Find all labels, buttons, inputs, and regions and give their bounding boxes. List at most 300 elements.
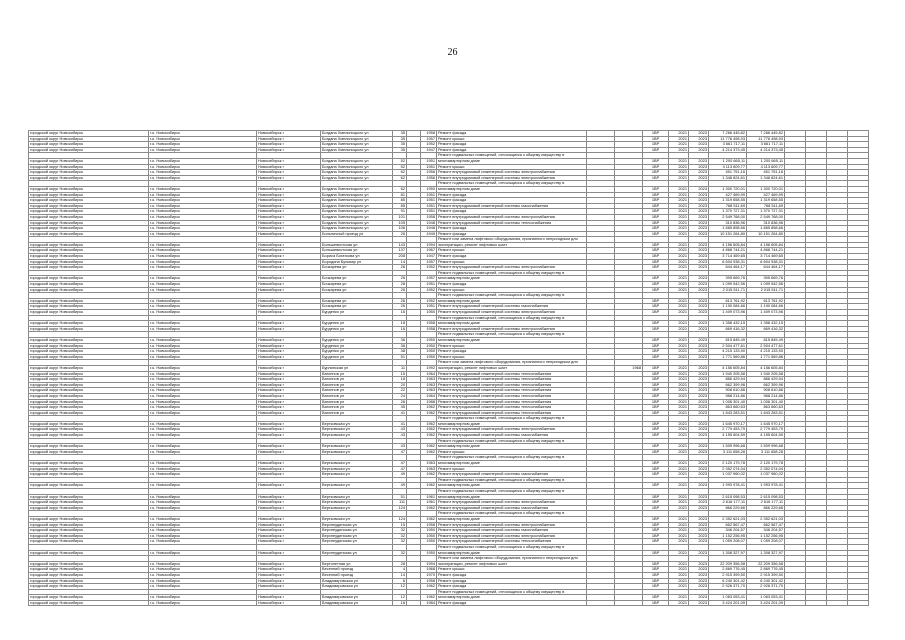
table-cell: г.о. Новосибирск	[149, 326, 257, 332]
table-cell: 1ВР	[643, 304, 669, 310]
table-cell: 2023	[689, 483, 709, 489]
table-cell: 22 209 356,58	[709, 561, 747, 567]
table-cell: 1ВР	[643, 310, 669, 316]
table-cell: 1ВР	[643, 349, 669, 355]
table-cell: 2023	[689, 226, 709, 232]
table-cell: 863 660,63	[709, 405, 747, 411]
table-cell: 26	[393, 304, 407, 310]
table-cell: г.о. Новосибирск	[149, 410, 257, 416]
table-cell: г.о. Новосибирск	[149, 483, 257, 489]
table-cell: Новосибирск г	[257, 265, 321, 271]
table-cell: Бородина Бульвар ул	[321, 259, 393, 265]
table-cell: 1ВР	[643, 142, 669, 148]
table-cell: г.о. Новосибирск	[149, 500, 257, 506]
table-row	[29, 444, 869, 450]
table-cell: Владимировская ул	[321, 578, 393, 584]
table-cell: 2023	[689, 164, 709, 170]
table-cell: 1ВР	[643, 539, 669, 545]
table-cell: Ремонт внутридомовой инженерной системы теплоснабжения	[437, 220, 587, 226]
table-cell: городской округ Новосибирск	[29, 242, 149, 248]
table-cell: 1ВР	[643, 466, 669, 472]
table-row	[29, 220, 869, 226]
table-cell: Новосибирск г	[257, 226, 321, 232]
table-cell: Вертковская ул	[321, 461, 393, 467]
table-cell: 2023	[689, 198, 709, 204]
table-cell: городской округ Новосибирск	[29, 483, 149, 489]
table-cell: многоквартирном доме	[437, 298, 587, 304]
table-cell: Ремонт внутридомовой инженерной системы газоснабжения	[437, 472, 587, 478]
table-cell: 101	[393, 214, 407, 220]
table-cell: городской округ Новосибирск	[29, 282, 149, 288]
table-cell: 2023	[689, 175, 709, 181]
table-cell: Вагоннов ул	[321, 388, 393, 394]
table-cell: г.о. Новосибирск	[149, 209, 257, 215]
table-cell: Новосибирск г	[257, 449, 321, 455]
table-cell: 662 399,96	[709, 382, 747, 388]
table-cell: 1950	[421, 550, 437, 556]
table-cell: 1952	[421, 265, 437, 271]
table-cell: 2021	[669, 304, 689, 310]
table-cell: Бурденко ул	[321, 310, 393, 316]
table-row	[29, 427, 869, 433]
table-cell: 1948	[421, 220, 437, 226]
table-cell: многоквартирном доме	[437, 461, 587, 467]
table-cell: Новосибирск г	[257, 388, 321, 394]
table-cell: Богдана Хмельницкого ул	[321, 158, 393, 164]
table-cell: Новосибирск г	[257, 472, 321, 478]
table-cell: Новосибирск г	[257, 337, 321, 343]
table-cell: 124	[393, 516, 407, 522]
table-cell: 2023	[689, 242, 709, 248]
table-cell: 2 120 179,78	[747, 461, 785, 467]
table-cell: 1962	[421, 505, 437, 511]
table-row	[29, 522, 869, 528]
table-cell: г.о. Новосибирск	[149, 158, 257, 164]
table-cell: 62	[393, 186, 407, 192]
table-cell: Новосибирск г	[257, 371, 321, 377]
table-cell: 1 409 073,96	[709, 310, 747, 316]
table-cell: Ремонт фасада	[437, 254, 587, 260]
table-cell: г.о. Новосибирск	[149, 377, 257, 383]
table-cell: Богдана Хмельницкого ул	[321, 131, 393, 137]
table-cell: многоквартирном доме	[437, 186, 587, 192]
table-cell: 1984	[421, 600, 437, 606]
table-cell: 1ВР	[643, 410, 669, 416]
table-row	[29, 533, 869, 539]
table-cell: Ремонт или замена лифтового оборудования, признанного непригодным для	[437, 556, 587, 562]
table-cell: г.о. Новосибирск	[149, 349, 257, 355]
table-cell: 1951	[421, 282, 437, 288]
table-cell: 1ВР	[643, 365, 669, 371]
table-cell: Новосибирск г	[257, 310, 321, 316]
table-cell: 1 099 542,56	[747, 282, 785, 288]
table-cell: 2021	[669, 354, 689, 360]
table-cell: многоквартирном доме	[437, 494, 587, 500]
table-cell: Новосибирск г	[257, 399, 321, 405]
table-cell: 6	[393, 578, 407, 584]
table-cell: городской округ Новосибирск	[29, 203, 149, 209]
table-cell: Бурлинская ул	[321, 365, 393, 371]
table-cell: г.о. Новосибирск	[149, 337, 257, 343]
table-cell: 4 215 133,90	[709, 349, 747, 355]
table-cell: 2023	[689, 382, 709, 388]
table-cell: 1 152 256,95	[747, 533, 785, 539]
table-cell: Ремонт внутридомовой инженерной системы электроснабжения	[437, 175, 587, 181]
table-cell: г.о. Новосибирск	[149, 550, 257, 556]
table-cell: городской округ Новосибирск	[29, 142, 149, 148]
table-cell: г.о. Новосибирск	[149, 371, 257, 377]
table-cell: 2021	[669, 539, 689, 545]
table-cell: 866 229,66	[709, 505, 747, 511]
table-cell: Ремонт фасада	[437, 572, 587, 578]
table-row	[29, 595, 869, 601]
table-cell: городской округ Новосибирск	[29, 354, 149, 360]
table-cell: 2021	[669, 371, 689, 377]
table-cell: 1 037 960,02	[747, 472, 785, 478]
table-cell: 310 836,96	[747, 220, 785, 226]
table-cell: 41	[393, 410, 407, 416]
table-cell: 32	[393, 533, 407, 539]
table-cell: 111	[393, 500, 407, 506]
table-cell: 2021	[669, 410, 689, 416]
table-cell: 1ВР	[643, 600, 669, 606]
table-cell: 2021	[669, 131, 689, 137]
table-cell: Ремонт подвальных помещений, относящихся к общему имуществу в	[437, 438, 587, 444]
table-cell: 1 409 073,96	[747, 310, 785, 316]
table-cell: городской округ Новосибирск	[29, 449, 149, 455]
table-cell: 427 469,99	[709, 192, 747, 198]
table-cell: 2023	[689, 405, 709, 411]
table-cell: 2023	[689, 528, 709, 534]
table-cell: 49	[393, 472, 407, 478]
table-cell: 1ВР	[643, 175, 669, 181]
table-cell: г.о. Новосибирск	[149, 405, 257, 411]
table-cell: городской округ Новосибирск	[29, 287, 149, 293]
table-cell: 1962	[421, 444, 437, 450]
table-cell: городской округ Новосибирск	[29, 131, 149, 137]
table-cell: Вертковская ул	[321, 483, 393, 489]
table-cell: городской округ Новосибирск	[29, 377, 149, 383]
table-cell: 1ВР	[643, 203, 669, 209]
table-row	[29, 483, 869, 489]
table-cell: Вагоннов ул	[321, 382, 393, 388]
table-cell: 1950	[421, 539, 437, 545]
table-cell: 2021	[669, 310, 689, 316]
table-cell: 3 424 201,09	[709, 600, 747, 606]
table-cell: городской округ Новосибирск	[29, 214, 149, 220]
table-cell: 2023	[689, 388, 709, 394]
table-cell: г.о. Новосибирск	[149, 136, 257, 142]
table-cell: 1ВР	[643, 421, 669, 427]
table-cell: г.о. Новосибирск	[149, 393, 257, 399]
table-cell: 1 358 432,15	[709, 321, 747, 327]
table-cell: 2021	[669, 321, 689, 327]
table-cell: 2 616 177,11	[709, 500, 747, 506]
table-cell: 2023	[689, 500, 709, 506]
table-cell: Новосибирск г	[257, 500, 321, 506]
table-cell: 662 567,47	[747, 522, 785, 528]
table-cell: 1962	[421, 427, 437, 433]
table-cell: 2021	[669, 198, 689, 204]
table-cell: городской округ Новосибирск	[29, 516, 149, 522]
table-cell: многоквартирном доме	[437, 321, 587, 327]
table-cell: Ремонт крыши	[437, 466, 587, 472]
table-cell: городской округ Новосибирск	[29, 550, 149, 556]
table-cell: 2 869 776,45	[747, 567, 785, 573]
table-cell: 1ВР	[643, 164, 669, 170]
table-row	[29, 472, 869, 478]
table-cell: Вертковская ул	[321, 444, 393, 450]
table-cell: 2023	[689, 298, 709, 304]
table-cell: 2021	[669, 265, 689, 271]
table-cell: 28	[393, 282, 407, 288]
table-cell: 2023	[689, 522, 709, 528]
table-row	[29, 449, 869, 455]
table-row	[29, 494, 869, 500]
table-cell: Ремонт внутридомовой инженерной системы теплоснабжения	[437, 405, 587, 411]
table-cell: городской округ Новосибирск	[29, 170, 149, 176]
table-cell: Вертковская ул	[321, 449, 393, 455]
table-cell: 2021	[669, 433, 689, 439]
table-cell: 2023	[689, 533, 709, 539]
table-cell: Новосибирск г	[257, 584, 321, 590]
table-cell: 2021	[669, 399, 689, 405]
table-cell: 1 843 283,51	[709, 410, 747, 416]
table-cell: городской округ Новосибирск	[29, 433, 149, 439]
table-cell: 38	[393, 349, 407, 355]
table-cell: Новосибирск г	[257, 572, 321, 578]
table-cell: 2 615 098,53	[709, 494, 747, 500]
table-cell: 1ВР	[643, 147, 669, 153]
table-cell: Владимировская ул	[321, 600, 393, 606]
table-cell: 4 868 744,21	[747, 248, 785, 254]
table-cell: 1ВР	[643, 321, 669, 327]
table-cell: 427 469,99	[747, 192, 785, 198]
table-cell: 863 660,63	[747, 405, 785, 411]
table-cell: 2023	[689, 572, 709, 578]
table-cell: Новосибирск г	[257, 192, 321, 198]
table-cell: 1 843 283,51	[747, 410, 785, 416]
table-cell: эксплуатации, ремонт лифтовых шахт	[437, 365, 587, 371]
table-cell: 2021	[669, 533, 689, 539]
table-cell: Новосибирск г	[257, 209, 321, 215]
table-cell: 2021	[669, 528, 689, 534]
table-cell: г.о. Новосибирск	[149, 142, 257, 148]
table-cell: Ремонт крыши	[437, 567, 587, 573]
table-cell: 2021	[669, 242, 689, 248]
table-cell: 1962	[421, 483, 437, 489]
table-cell: 1 200 665,11	[747, 158, 785, 164]
table-row	[29, 371, 869, 377]
table-cell: 6 604 938,31	[709, 259, 747, 265]
table-cell: г.о. Новосибирск	[149, 220, 257, 226]
table-cell: 43	[393, 444, 407, 450]
table-row	[29, 584, 869, 590]
table-cell: г.о. Новосибирск	[149, 561, 257, 567]
table-cell: 1961	[421, 494, 437, 500]
table-cell: 3 714 469,65	[709, 254, 747, 260]
table-cell: городской округ Новосибирск	[29, 444, 149, 450]
table-cell: 1952	[421, 287, 437, 293]
table-cell: городской округ Новосибирск	[29, 466, 149, 472]
table-cell: Ремонт фасада	[437, 198, 587, 204]
table-cell: Новосибирск г	[257, 365, 321, 371]
table-cell: Вертковская ул	[321, 494, 393, 500]
table-cell: Ремонт фасада	[437, 131, 587, 137]
table-cell: 26	[393, 298, 407, 304]
table-cell: 2023	[689, 203, 709, 209]
table-cell: городской округ Новосибирск	[29, 310, 149, 316]
table-cell: 2023	[689, 393, 709, 399]
table-cell: 2 352 621,03	[747, 516, 785, 522]
table-cell: 2 869 776,45	[709, 567, 747, 573]
table-cell: 2021	[669, 466, 689, 472]
table-cell: 1 300 720,01	[747, 186, 785, 192]
table-cell: 2023	[689, 158, 709, 164]
table-cell: 1ВР	[643, 578, 669, 584]
table-cell: 2023	[689, 337, 709, 343]
table-cell: 395 669,76	[709, 276, 747, 282]
table-cell: 1968	[421, 567, 437, 573]
table-cell: 1ВР	[643, 287, 669, 293]
table-cell: 1951	[421, 192, 437, 198]
table-cell: Бурденко ул	[321, 326, 393, 332]
table-row	[29, 505, 869, 511]
table-cell: 11 776 498,93	[747, 136, 785, 142]
table-cell: 2023	[689, 254, 709, 260]
table-cell: 1 059 208,07	[747, 539, 785, 545]
table-cell: Бочкарева ул	[321, 304, 393, 310]
table-cell: 1957	[421, 259, 437, 265]
table-cell: Ремонт внутридомовой инженерной системы теплоснабжения	[437, 371, 587, 377]
table-cell: г.о. Новосибирск	[149, 449, 257, 455]
table-cell: Вертковская ул	[321, 472, 393, 478]
table-cell: 2 120 179,78	[709, 461, 747, 467]
table-cell: 1952	[421, 142, 437, 148]
table-cell: г.о. Новосибирск	[149, 276, 257, 282]
table-cell	[848, 600, 869, 606]
table-cell: городской округ Новосибирск	[29, 427, 149, 433]
table-row	[29, 600, 869, 606]
table-cell: 866 229,66	[747, 505, 785, 511]
table-cell: 1ВР	[643, 326, 669, 332]
table-cell: Новосибирск г	[257, 248, 321, 254]
table-cell: 2021	[669, 572, 689, 578]
table-cell: 15	[393, 371, 407, 377]
table-cell: 1ВР	[643, 377, 669, 383]
table-cell: 2 549 768,00	[709, 214, 747, 220]
table-cell: городской округ Новосибирск	[29, 186, 149, 192]
table-cell: Ремонт подвальных помещений, относящихся к общему имуществу в	[437, 153, 587, 159]
table-cell: 644 464,17	[747, 265, 785, 271]
table-cell: 2023	[689, 343, 709, 349]
table-cell: Новосибирск г	[257, 164, 321, 170]
table-cell: 1 059 208,07	[709, 539, 747, 545]
table-cell: 1 645 970,17	[709, 421, 747, 427]
table-cell: 1961	[421, 500, 437, 506]
table-cell: 28	[393, 561, 407, 567]
table-cell: 2021	[669, 142, 689, 148]
table-cell: 4 156 605,84	[747, 242, 785, 248]
table-cell: 815 845,49	[709, 337, 747, 343]
table-cell: Ремонт фасада	[437, 209, 587, 215]
table-cell: городской округ Новосибирск	[29, 136, 149, 142]
table-cell: 2023	[689, 466, 709, 472]
table-cell: 2021	[669, 298, 689, 304]
table-cell: г.о. Новосибирск	[149, 170, 257, 176]
table-cell: 2021	[669, 337, 689, 343]
table-cell: 2 779 453,79	[747, 427, 785, 433]
table-cell: 1962	[421, 410, 437, 416]
table-cell: городской округ Новосибирск	[29, 371, 149, 377]
table-cell: 2 504 477,61	[709, 343, 747, 349]
table-cell: Бурденко ул	[321, 321, 393, 327]
table-cell: г.о. Новосибирск	[149, 265, 257, 271]
table-cell: 1 006 301,40	[709, 399, 747, 405]
table-row	[29, 343, 869, 349]
table-cell: городской округ Новосибирск	[29, 561, 149, 567]
table-cell: 11 776 498,93	[709, 136, 747, 142]
table-cell: многоквартирном доме	[437, 550, 587, 556]
table-cell: 2 352 621,03	[709, 516, 747, 522]
table-row	[29, 421, 869, 427]
table-row	[29, 382, 869, 388]
table-cell: Новосибирск г	[257, 393, 321, 399]
table-cell: Богдана Хмельницкого ул	[321, 220, 393, 226]
table-cell: г.о. Новосибирск	[149, 472, 257, 478]
table-cell: 1ВР	[643, 254, 669, 260]
table-cell: Владимировская ул	[321, 584, 393, 590]
table-cell: Новосибирск г	[257, 282, 321, 288]
table-cell: городской округ Новосибирск	[29, 533, 149, 539]
table-cell: Вагоннов ул	[321, 399, 393, 405]
table-cell: городской округ Новосибирск	[29, 494, 149, 500]
table-cell: 1ВР	[643, 483, 669, 489]
table-cell: 1951	[421, 198, 437, 204]
table-cell: Новосибирск г	[257, 287, 321, 293]
table-cell	[785, 600, 806, 606]
table-cell: 1ВР	[643, 399, 669, 405]
table-cell: 52	[393, 158, 407, 164]
table-row	[29, 142, 869, 148]
table-cell: 1ВР	[643, 528, 669, 534]
table-cell: 1 358 432,15	[747, 321, 785, 327]
table-cell: 2021	[669, 500, 689, 506]
table-cell: 2023	[689, 276, 709, 282]
table-cell: Вагоннов ул	[321, 405, 393, 411]
table-cell: 1ВР	[643, 427, 669, 433]
table-row	[29, 399, 869, 405]
table-cell: 4 214 373,45	[709, 147, 747, 153]
table-cell: Ремонт подвальных помещений, относящихся к общему имуществу в	[437, 511, 587, 517]
table-cell: городской округ Новосибирск	[29, 226, 149, 232]
table-cell: Ремонт внутридомовой инженерной системы теплоснабжения	[437, 399, 587, 405]
table-cell: Новосибирск г	[257, 516, 321, 522]
table-row	[29, 186, 869, 192]
table-cell: Бочкарева ул	[321, 276, 393, 282]
table-cell: Вагоннов ул	[321, 377, 393, 383]
table-cell: городской округ Новосибирск	[29, 410, 149, 416]
table-cell: Новосибирск г	[257, 483, 321, 489]
table-cell: Ремонт фасада	[437, 142, 587, 148]
table-cell: г.о. Новосибирск	[149, 578, 257, 584]
table-cell: 1 319 658,55	[709, 198, 747, 204]
table-cell: 7 266 445,82	[709, 131, 747, 137]
table-cell: городской округ Новосибирск	[29, 500, 149, 506]
table-cell: 47	[393, 461, 407, 467]
table-cell: 1ВР	[643, 472, 669, 478]
table-cell: 16	[393, 326, 407, 332]
